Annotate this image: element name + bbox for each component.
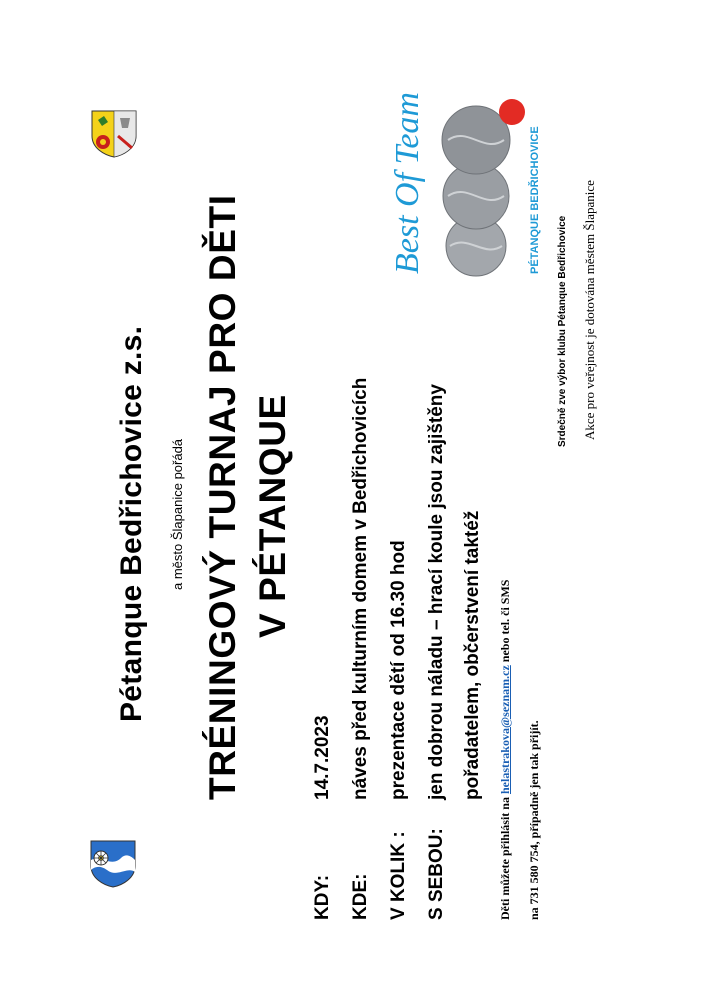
email-link[interactable]: helastrakova@seznam.cz bbox=[498, 665, 512, 795]
time-value: prezentace dětí od 16.30 hod bbox=[388, 540, 409, 800]
event-title-line1: TRÉNINGOVÝ TURNAJ PRO DĚTI bbox=[202, 194, 243, 800]
logo-script-text: Best Of Team bbox=[389, 92, 426, 274]
subtitle: a město Šlapanice pořádá bbox=[170, 438, 185, 590]
registration-note-line2: na 731 580 754, případně jen tak přijít. bbox=[527, 720, 541, 920]
when-value: 14.7.2023 bbox=[312, 715, 333, 800]
where-value: náves před kulturním domem v Bedřichovicích bbox=[350, 377, 371, 800]
registration-note-suffix: nebo tel. či SMS bbox=[498, 579, 512, 666]
bring-value-line2: pořadatelem, občerstvení taktéž bbox=[462, 510, 483, 800]
coat-of-arms-top-icon bbox=[88, 108, 140, 158]
bring-label: S SEBOU: bbox=[426, 828, 447, 920]
funding-footer: Akce pro veřejnost je dotována městem Šlapanice bbox=[582, 180, 597, 440]
event-title-line2: V PÉTANQUE bbox=[252, 394, 293, 638]
organizer-title: Pétanque Bedřichovice z.s. bbox=[115, 325, 148, 722]
best-of-team-logo bbox=[388, 78, 568, 288]
registration-note-prefix: Děti můžete přihlásit na bbox=[498, 794, 512, 920]
registration-note bbox=[498, 580, 513, 920]
where-label: KDE: bbox=[350, 873, 371, 920]
coat-of-arms-bottom-icon bbox=[87, 838, 139, 888]
time-label: V KOLIK : bbox=[388, 831, 409, 920]
logo-arc-text: PÉTANQUE BEDŘICHOVICE bbox=[529, 126, 541, 274]
bring-value-line1: jen dobrou náladu – hrací koule jsou zajištěny bbox=[426, 384, 447, 800]
invitation-footer: Srdečně zve výbor klubu Pétanque Bedřichovice bbox=[557, 215, 568, 447]
when-label: KDY: bbox=[312, 874, 333, 920]
